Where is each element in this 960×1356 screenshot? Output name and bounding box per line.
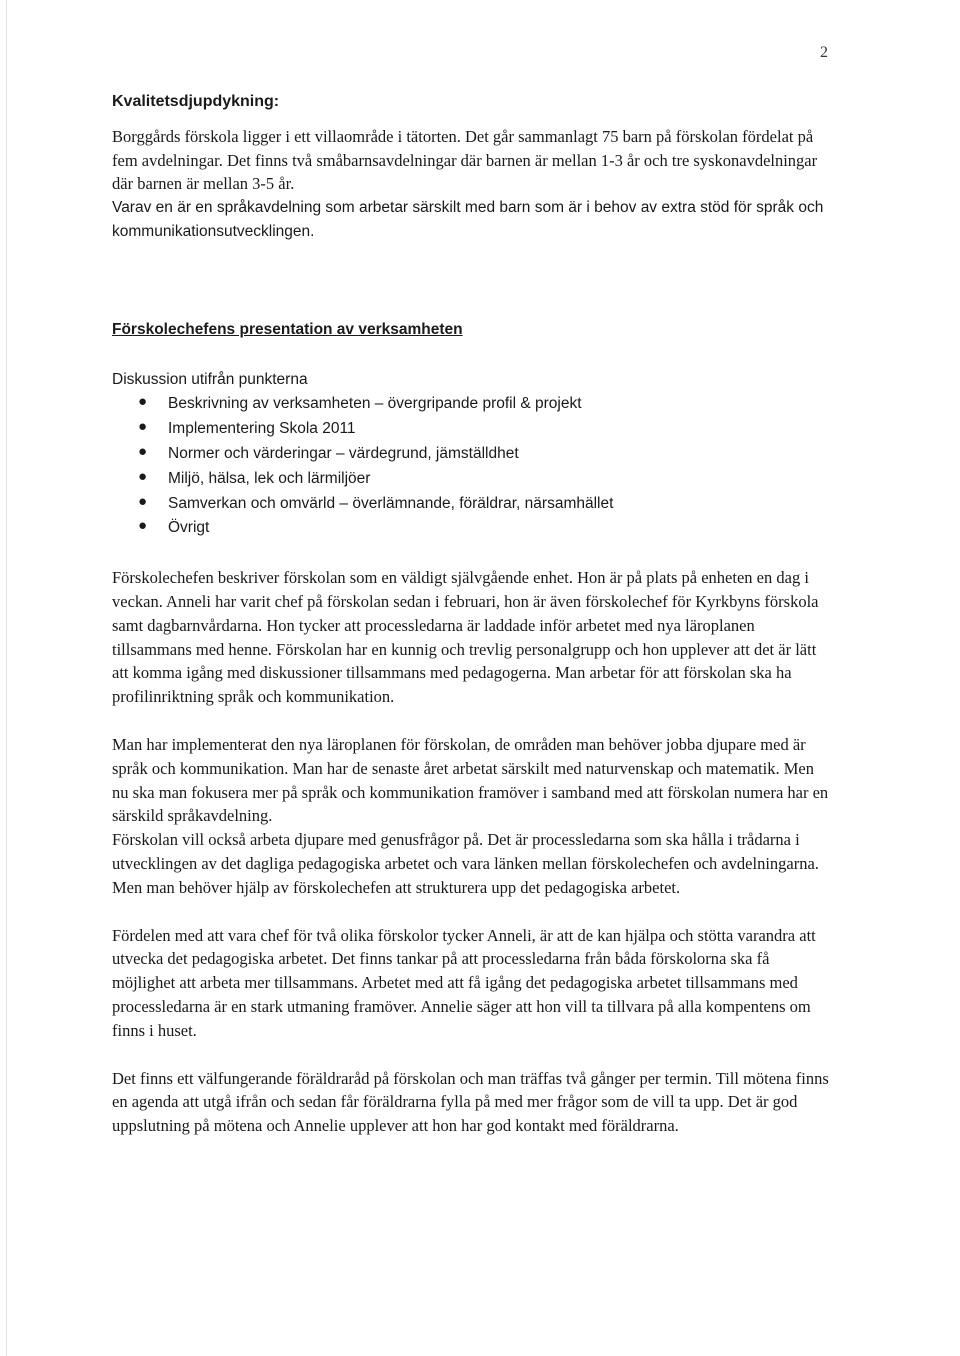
document-body [112, 90, 832, 1138]
list-item: ● Beskrivning av verksamheten – övergripande profil & projekt [112, 391, 832, 416]
body-paragraph: Förskolechefen beskriver förskolan som en väldigt självgående enhet. Hon är på plats på enheten en dag i veckan. Anneli har varit chef på förskolan sedan i februari, hon är även förskolechef för Kyrkbyns förskola samt dagbarnvårdarna. Hon tycker att processledarna är laddade inför arbetet med nya läroplanen tillsammans med henne. Förskolan har en kunnig och trevlig personalgrupp och hon upplever att det är lätt att komma igång med diskussioner tillsammans med pedagogerna. Man arbetar för att förskolan ska ha profilinriktning språk och kommunikation. [112, 568, 819, 707]
bullet-icon: ● [138, 493, 148, 510]
section-heading-presentation: Förskolechefens presentation av verksamheten [112, 320, 463, 338]
list-item: ● Samverkan och omvärld – överlämnande, föräldrar, närsamhället [112, 491, 832, 516]
body-paragraph: Förskolan vill också arbeta djupare med genusfrågor på. Det är processledarna som ska hålla i trådarna i utvecklingen av det dagliga pedagogiska arbetet och vara länken mellan förskolechefen och avdelningarna. Men man behöver hjälp av förskolechefen att strukturera upp det pedagogiska arbetet. [112, 830, 819, 897]
list-item: ● Övrigt [112, 515, 832, 540]
list-item: ● Miljö, hälsa, lek och lärmiljöer [112, 466, 832, 491]
bullet-icon: ● [138, 419, 148, 436]
bullet-icon: ● [138, 518, 148, 535]
body-paragraph: Det finns ett välfungerande föräldraråd på förskolan och man träffas två gånger per termin. Till mötena finns en agenda att utgå ifrån och sedan får föräldrarna fylla på med mer frågor som de vill ta upp. Det är god uppslutning på mötena och Annelie upplever att hon har god kontakt med föräldrarna. [112, 1068, 829, 1136]
bullet-icon: ● [138, 468, 148, 485]
intro-paragraph-language-unit: Varav en är en språkavdelning som arbetar särskilt med barn som är i behov av extra stöd för språk och kommunikationsutvecklingen. [112, 199, 824, 240]
discussion-intro: Diskussion utifrån punkterna [112, 370, 308, 388]
section-heading-kvalitetsdjupdykning: Kvalitetsdjupdykning: [112, 93, 280, 110]
list-item: ● Normer och värderingar – värdegrund, jämställdhet [112, 441, 832, 466]
intro-block [112, 125, 832, 244]
body-paragraph: Man har implementerat den nya läroplanen för förskolan, de områden man behöver jobba djupare med är språk och kommunikation. Man har de senaste året arbetat särskilt med naturvenskap och matematik. Men nu ska man fokusera mer på språk och kommunikation framöver i samband med att förskolan numera har en särskild språkavdelning. [112, 734, 829, 826]
bullet-icon: ● [138, 394, 148, 411]
list-item: ● Implementering Skola 2011 [112, 416, 832, 441]
page-number: 2 [820, 44, 828, 61]
discussion-points-list [112, 391, 832, 540]
bullet-icon: ● [138, 443, 148, 460]
page-edge [6, 0, 7, 1356]
body-paragraph: Fördelen med att vara chef för två olika förskolor tycker Anneli, är att de kan hjälpa och stötta varandra att utvecka det pedagogiska arbetet. Det finns tankar på att processledarna från båda förskolorna ska få möjlighet att arbeta mer tillsammans. Arbetet med att få igång det pedagogiska arbetet tillsammans med processledarna är en stark utmaning framöver. Annelie säger att hon vill ta tillvara på alla kompentens om finns i huset. [112, 925, 816, 1040]
intro-paragraph: Borggårds förskola ligger i ett villaområde i tätorten. Det går sammanlagt 75 barn på förskolan fördelat på fem avdelningar. Det finns två småbarnsavdelningar där barnen är mellan 1-3 år och tre syskonavdelningar där barnen är mellan 3-5 år. [112, 126, 818, 194]
body-paragraph-group [112, 733, 832, 900]
